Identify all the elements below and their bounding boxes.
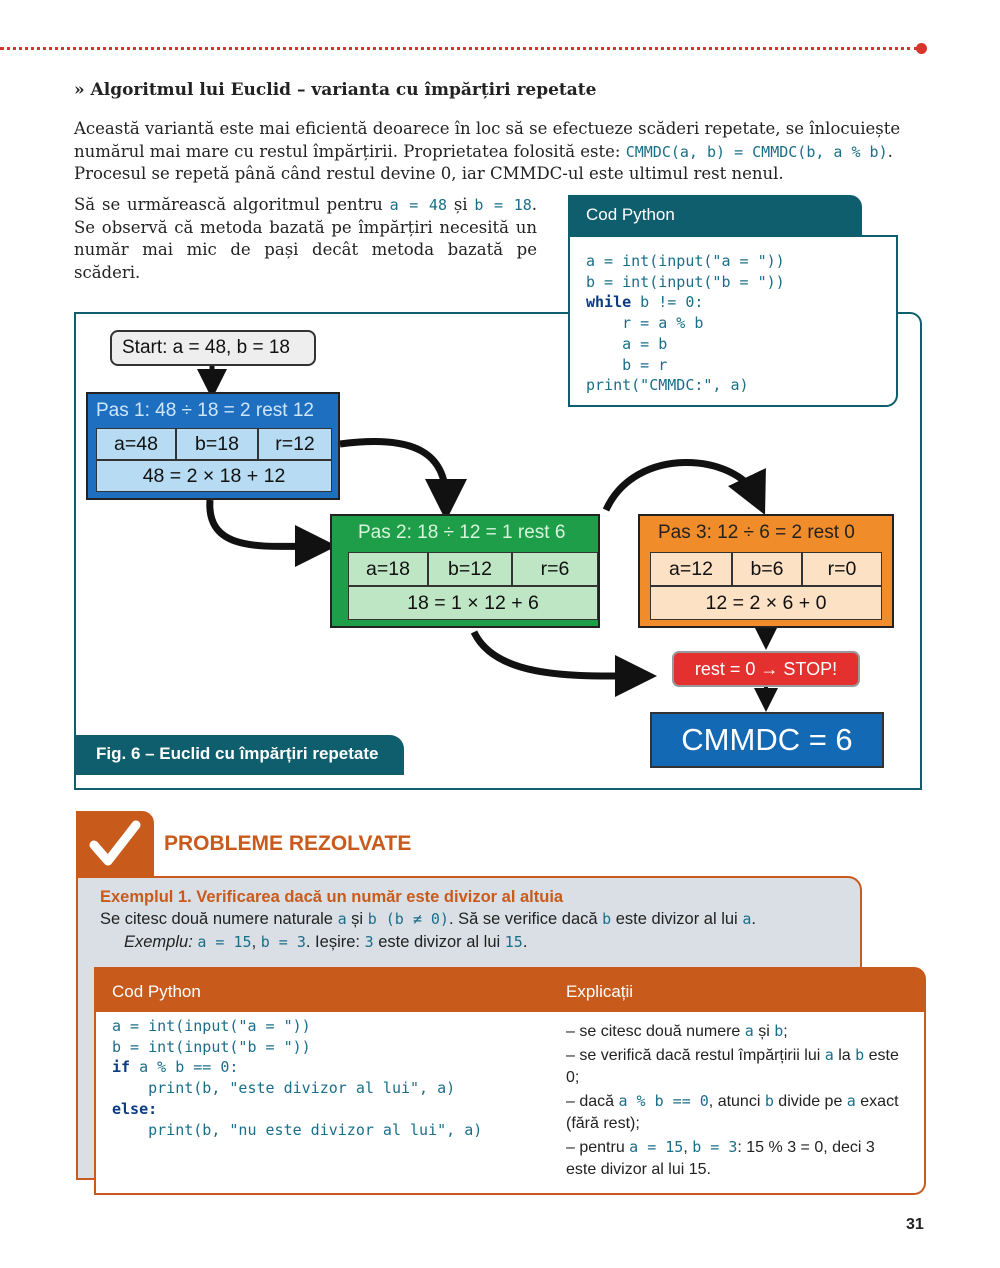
step1-b: b=18 [176, 428, 258, 460]
result-node: CMMDC = 6 [650, 712, 884, 768]
step1-r: r=12 [258, 428, 332, 460]
page-number: 31 [906, 1216, 924, 1233]
top-dotted-rule [0, 47, 918, 50]
example-title: Exemplul 1. Verificarea dacă un număr este divizor al altuia [100, 888, 564, 906]
solution-header [94, 967, 926, 1013]
code-panel [568, 235, 898, 407]
arrow-step1-to-step2-b [210, 500, 316, 546]
step2-title: Pas 2: 18 ÷ 12 = 1 rest 6 [358, 522, 566, 543]
step2-equation: 18 = 1 × 12 + 6 [348, 586, 598, 620]
step1-node [86, 392, 340, 500]
step2-r: r=6 [512, 552, 598, 586]
intro-paragraph: Această variantă este mai eficientă deoarece în loc să se efectueze scăderi repetate, se înlocuiește numărul mai mare cu restul împărțirii. Proprietatea folosită este: CMMDC(a, b) = CMMDC(b, a % b). Procesul se repetă până când restul devine 0, iar CMMDC-ul este ultimul rest nenul. [74, 119, 901, 183]
step3-r: r=0 [802, 552, 882, 586]
example-paragraph: Să se urmărească algoritmul pentru a = 48 și b = 18. Se observă că metoda bazată pe împărțiri necesită un număr mai mic de pași decât metoda bazată pe scăderi. [74, 195, 538, 282]
code-listing: a = int(input("a = ")) b = int(input("b = ")) while b != 0: r = a % b a = b b = r print("CMMDC:", a) [586, 252, 785, 395]
formula: CMMDC(a, b) = CMMDC(b, a % b) [625, 142, 888, 161]
step2-node [330, 514, 600, 628]
check-badge [76, 811, 154, 877]
step2-a: a=18 [348, 552, 428, 586]
code-panel-title: Cod Python [568, 195, 862, 237]
top-rule-dot [916, 43, 927, 54]
step3-b: b=6 [732, 552, 802, 586]
probleme-title: PROBLEME REZOLVATE [164, 832, 412, 855]
step1-equation: 48 = 2 × 18 + 12 [96, 460, 332, 492]
step1-title: Pas 1: 48 ÷ 18 = 2 rest 12 [96, 400, 314, 421]
example-statement: Se citesc două numere naturale a și b (b ≠ 0). Să se verifice dacă b este divizor al lui a. [100, 910, 756, 928]
arrow-step1-to-step2-a [340, 441, 446, 500]
solution-explanation-heading: Explicații [566, 982, 634, 1001]
step3-title: Pas 3: 12 ÷ 6 = 2 rest 0 [658, 522, 855, 543]
arrow-step2-to-stop [474, 632, 636, 676]
step2-b: b=12 [428, 552, 512, 586]
arrow-step2-to-step3 [606, 462, 756, 510]
step1-a: a=48 [96, 428, 176, 460]
start-node: Start: a = 48, b = 18 [110, 330, 316, 366]
solution-explanation: – se citesc două numere a și b; – se verifică dacă restul împărțirii lui a la b este 0; – dacă a % b == 0, atunci b divide pe a exact (fără rest); – pentru a = 15, b = 3: 15 % 3 = 0, deci 3 este divizor al lui 15. [566, 1022, 899, 1178]
figure-caption: Fig. 6 – Euclid cu împărțiri repetate [74, 735, 404, 775]
stop-node: rest = 0 → STOP! [672, 651, 860, 687]
step3-equation: 12 = 2 × 6 + 0 [650, 586, 882, 620]
solution-code-heading: Cod Python [112, 982, 201, 1001]
solution-code: a = int(input("a = ")) b = int(input("b = ")) if a % b == 0: print(b, "este divizor al lui", a) else: print(b, "nu este divizor al lui", a) [112, 1017, 483, 1139]
step3-a: a=12 [650, 552, 732, 586]
section-title: » Algoritmul lui Euclid – varianta cu împărțiri repetate [74, 80, 597, 100]
step3-node [638, 514, 894, 628]
checkmark-icon [76, 811, 154, 877]
example-sample: Exemplu: a = 15, b = 3. Ieșire: 3 este divizor al lui 15. [124, 933, 528, 951]
